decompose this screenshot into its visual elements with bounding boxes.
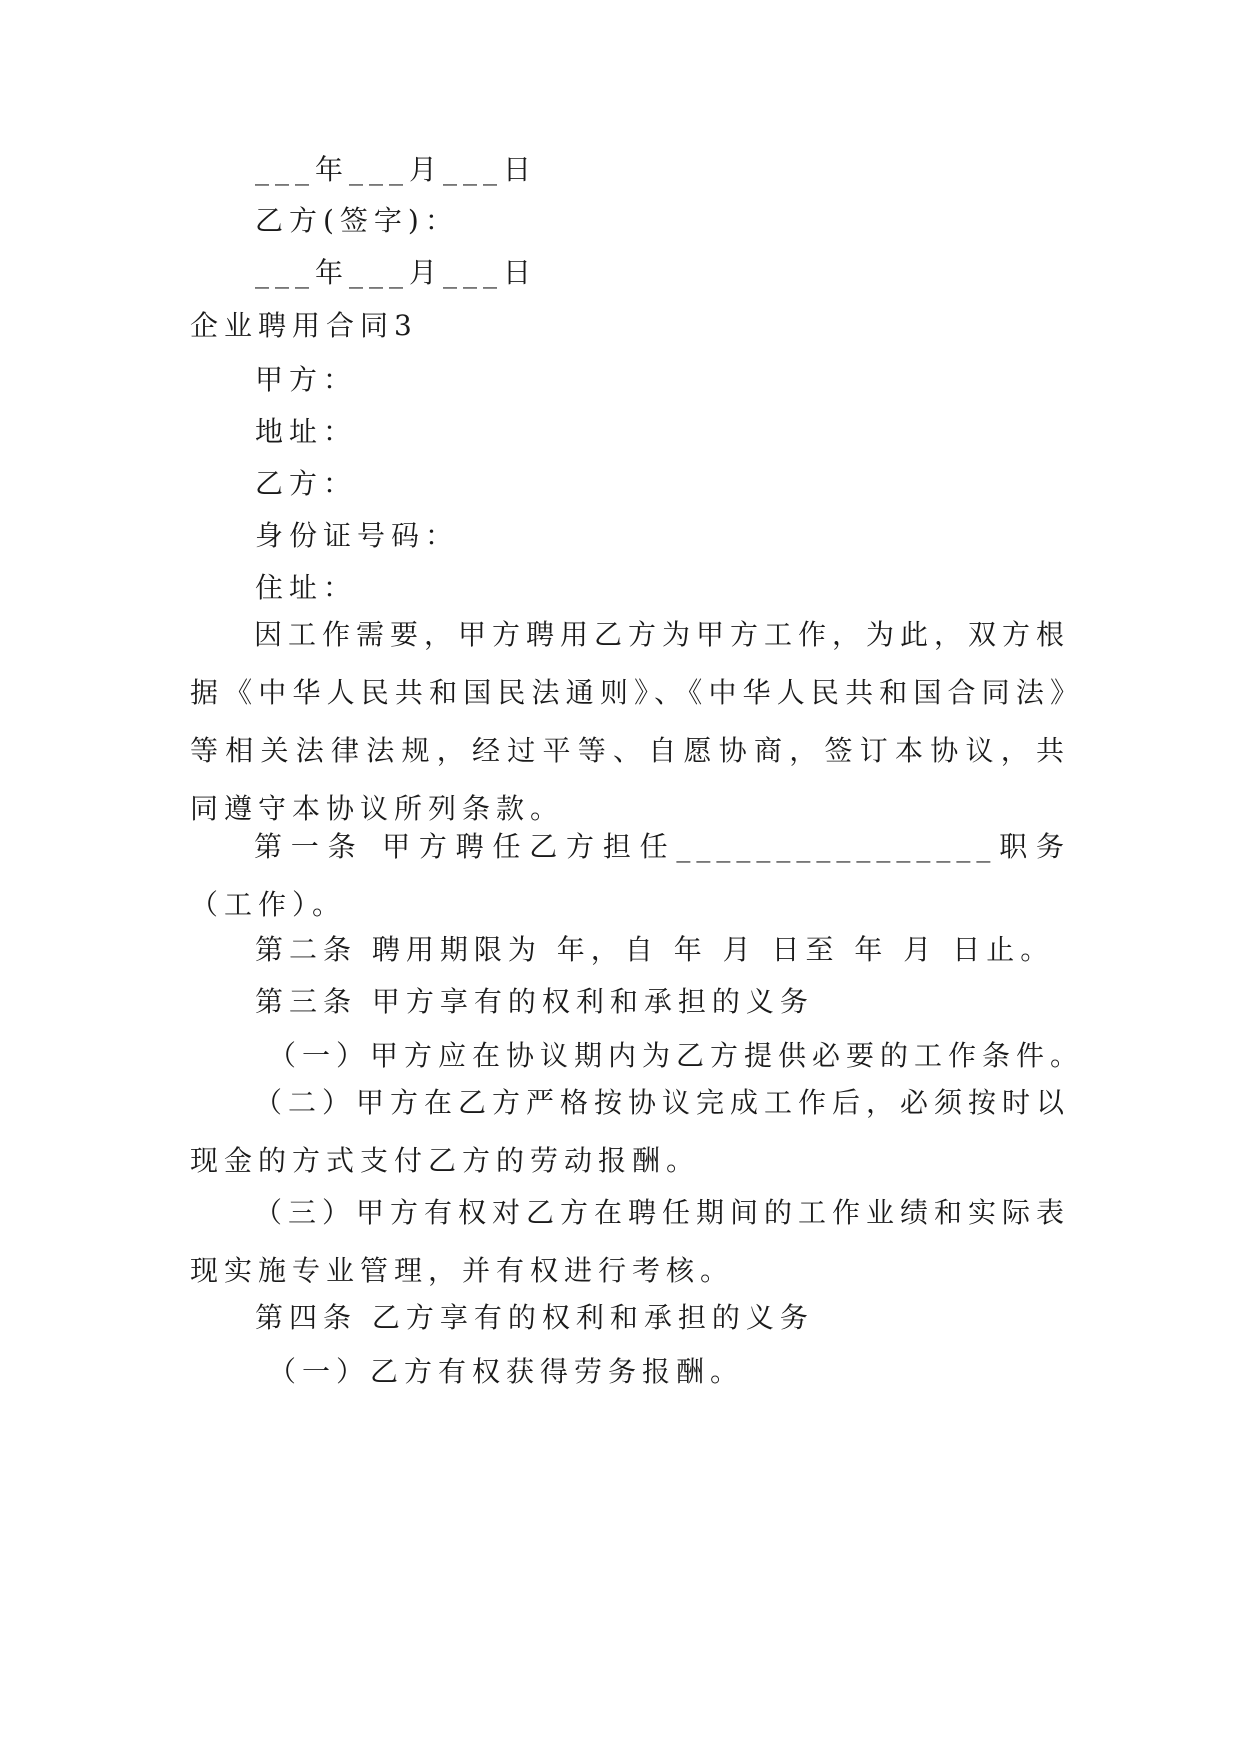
party-b-signature: 乙方(签字)： <box>255 204 459 237</box>
article-1: 第一条 甲方聘任乙方担任________________职务（工作）。 <box>190 830 1070 921</box>
date-line-2: ___年___月___日 <box>255 256 538 289</box>
residence-label: 住址： <box>255 571 358 604</box>
party-a-label: 甲方： <box>255 363 358 396</box>
article-2: 第二条 聘用期限为 年，自 年 月 日至 年 月 日止。 <box>255 933 1055 966</box>
article-4-item-1: （一）乙方有权获得劳务报酬。 <box>268 1355 745 1388</box>
date-line-1: ___年___月___日 <box>255 153 538 186</box>
contract-title: 企业聘用合同3 <box>190 309 418 342</box>
article-3-item-3: （三）甲方有权对乙方在聘任期间的工作业绩和实际表现实施专业管理，并有权进行考核。 <box>190 1196 1071 1287</box>
article-3-item-1: （一）甲方应在协议期内为乙方提供必要的工作条件。 <box>268 1039 1085 1072</box>
intro-paragraph: 因工作需要，甲方聘用乙方为甲方工作，为此，双方根据《中华人民共和国民法通则》、《中华人民共和国合同法》等相关法律法规，经过平等、自愿协商，签订本协议，共同遵守本协议所列条款。 <box>190 618 1071 825</box>
party-b-label: 乙方： <box>255 467 358 500</box>
article-4-heading: 第四条 乙方享有的权利和承担的义务 <box>255 1301 814 1334</box>
article-3-heading: 第三条 甲方享有的权利和承担的义务 <box>255 985 814 1018</box>
id-number-label: 身份证号码： <box>255 519 460 552</box>
article-3-item-2: （二）甲方在乙方严格按协议完成工作后，必须按时以现金的方式支付乙方的劳动报酬。 <box>190 1086 1071 1177</box>
address-label: 地址： <box>255 415 358 448</box>
